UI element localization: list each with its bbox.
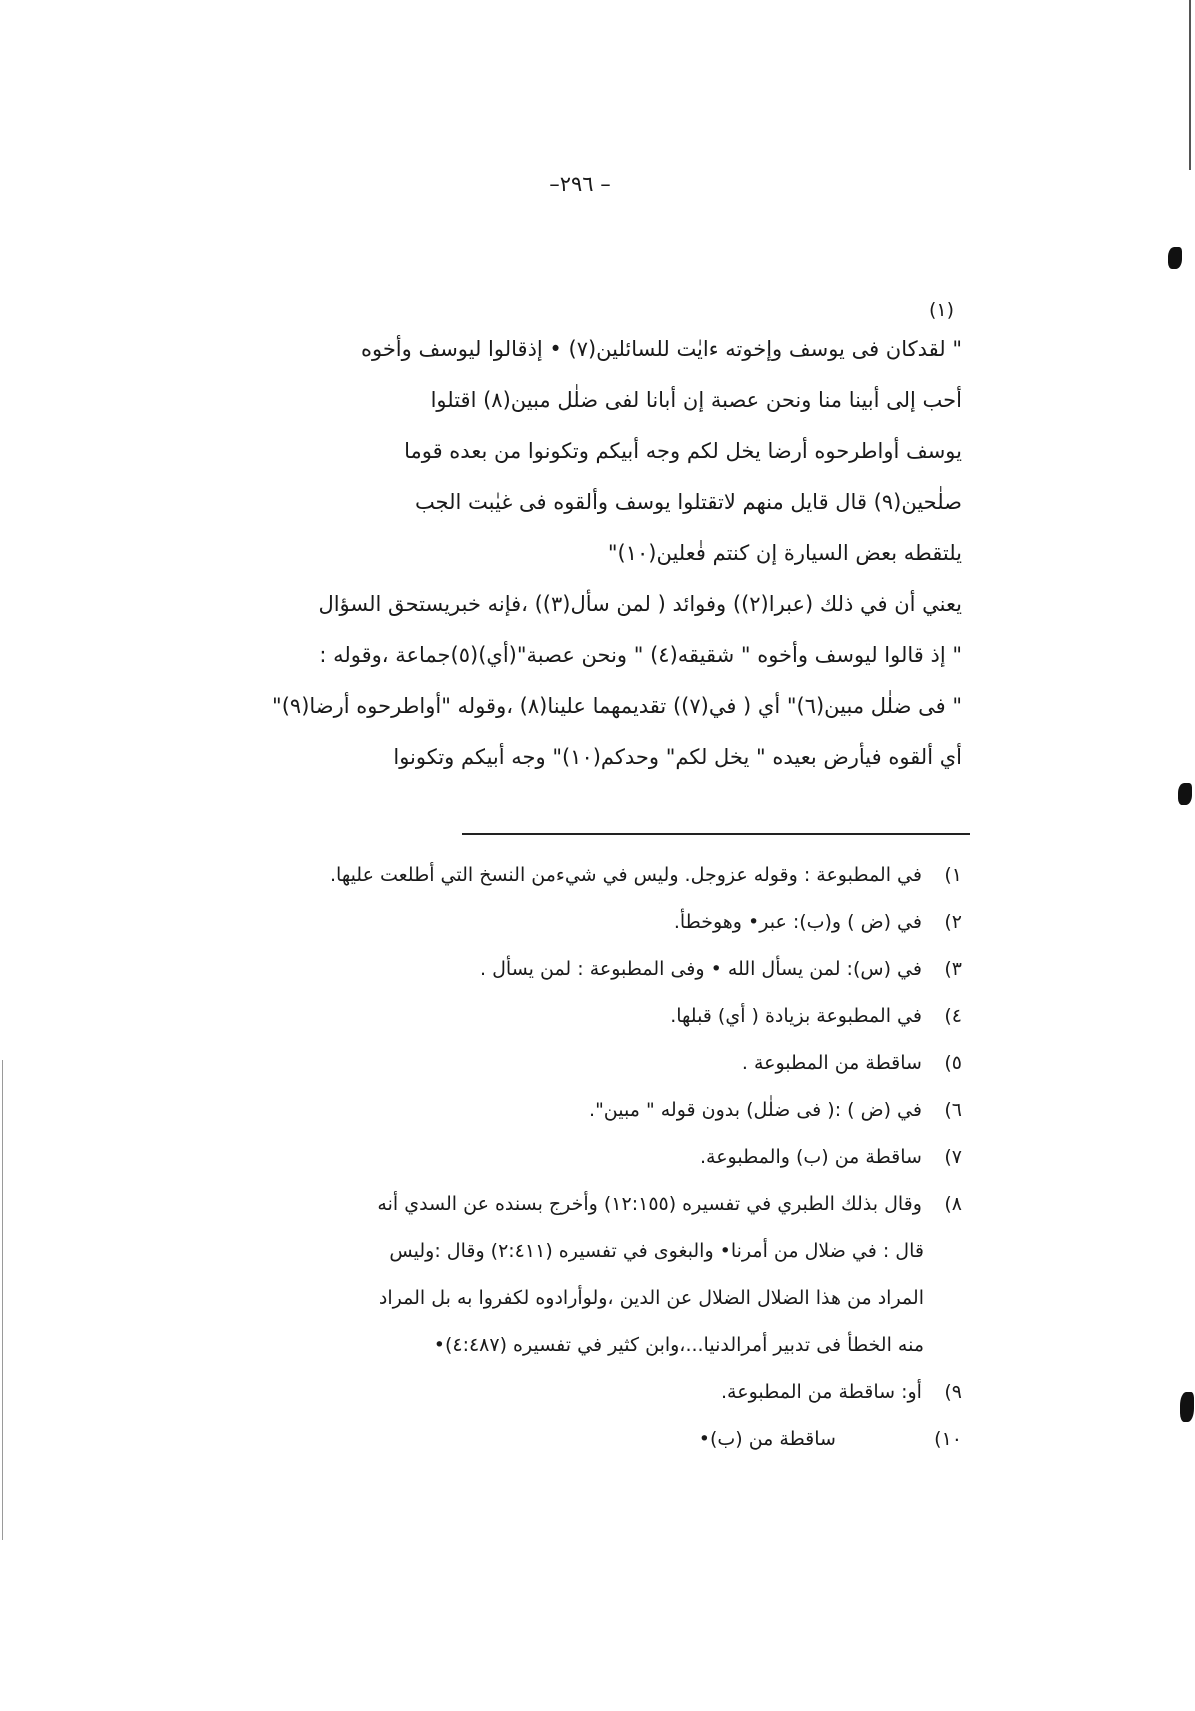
footnote-number: ٦) bbox=[944, 1099, 962, 1121]
text-line: " إذ قالوا ليوسف وأخوه " شقيقه(٤) " ونحن عصبة"(أي)(٥)جماعة ،وقوله : bbox=[319, 643, 962, 667]
footnote-number: ١٠) bbox=[934, 1428, 962, 1450]
verse-footnote-marker: (١) bbox=[928, 299, 954, 321]
footnote-text: منه الخطأ فى تدبير أمرالدنيا...،وابن كثير في تفسيره (٤:٤٨٧)• bbox=[433, 1334, 924, 1356]
text-line: يعني أن في ذلك (عبرا(٢)) وفوائد ( لمن سأل(٣)) ،فإنه خبريستحق السؤال bbox=[318, 592, 962, 616]
footnote-text: في (س): لمن يسأل الله • وفى المطبوعة : لمن يسأل . bbox=[480, 958, 922, 980]
footnote-text: ساقطة من (ب) والمطبوعة. bbox=[699, 1146, 922, 1168]
text-line: أحب إلى أبينا منا ونحن عصبة إن أبانا لفى ضلٰل مبين(٨) اقتلوا bbox=[430, 388, 962, 412]
punch-hole-mark bbox=[1168, 247, 1182, 269]
footnote-number: ٣) bbox=[944, 958, 962, 980]
text-line: " لقدكان فى يوسف وإخوته ءايٰت للسائلين(٧) • إذقالوا ليوسف وأخوه bbox=[360, 337, 962, 361]
footnote bbox=[90, 993, 962, 1040]
text-line: صلٰحين(٩) قال قايل منهم لاتقتلوا يوسف وألقوه فى غيٰبت الجب bbox=[414, 490, 962, 514]
footnote-text: في (ض ) و(ب): عبر• وهوخطأ. bbox=[673, 911, 922, 933]
footnote-continuation bbox=[90, 1322, 962, 1369]
footnote-number: ٧) bbox=[944, 1146, 962, 1168]
footnotes bbox=[90, 852, 962, 1463]
footnote bbox=[90, 1181, 962, 1228]
footnote-number: ٢) bbox=[944, 911, 962, 933]
punch-hole-mark bbox=[1178, 783, 1192, 805]
footnote-number: ٩) bbox=[944, 1381, 962, 1403]
footnote-number: ١) bbox=[944, 864, 962, 886]
footnote bbox=[90, 946, 962, 993]
footnote bbox=[90, 1087, 962, 1134]
footnote-text: المراد من هذا الضلال الضلال عن الدين ،ولوأرادوه لكفروا به بل المراد bbox=[378, 1287, 924, 1309]
footnote-text: في المطبوعة : وقوله عزوجل. وليس في شيءمن النسخ التي أطلعت عليها. bbox=[329, 864, 922, 886]
footnote bbox=[90, 899, 962, 946]
main-text-block bbox=[90, 296, 962, 783]
footnote-divider bbox=[462, 833, 970, 835]
footnote-text: ساقطة من المطبوعة . bbox=[741, 1052, 922, 1074]
scan-margin-line bbox=[2, 1060, 3, 1540]
footnote-number: ٤) bbox=[944, 1005, 962, 1027]
text-line: يلتقطه بعض السيارة إن كنتم فٰعلين(١٠)" bbox=[607, 541, 962, 565]
footnote-number: ٨) bbox=[944, 1193, 962, 1215]
footnote-continuation bbox=[90, 1228, 962, 1275]
footnote-number: ٥) bbox=[944, 1052, 962, 1074]
footnote-text: وقال بذلك الطبري في تفسيره (١٢:١٥٥) وأخرج بسنده عن السدي أنه bbox=[377, 1193, 922, 1215]
footnote-text: في (ض ) :( فى ضلٰل) بدون قوله " مبين". bbox=[589, 1099, 922, 1121]
footnote-text: ساقطة من (ب)• bbox=[698, 1428, 836, 1450]
text-line: يوسف أواطرحوه أرضا يخل لكم وجه أبيكم وتكونوا من بعده قوما bbox=[404, 439, 962, 463]
footnote bbox=[90, 1369, 962, 1416]
punch-hole-mark bbox=[1180, 1392, 1194, 1422]
footnote bbox=[90, 1040, 962, 1087]
page-edge-line bbox=[1189, 0, 1191, 170]
footnote-text: أو: ساقطة من المطبوعة. bbox=[721, 1381, 922, 1403]
footnote bbox=[90, 1134, 962, 1181]
text-line: أي ألقوه فيأرض بعيده " يخل لكم" وحدكم(١٠)" وجه أبيكم وتكونوا bbox=[393, 745, 962, 769]
footnote-continuation bbox=[90, 1275, 962, 1322]
footnote-text: قال : في ضلال من أمرنا• والبغوى في تفسيره (٢:٤١١) وقال :وليس bbox=[389, 1240, 924, 1262]
footnote bbox=[90, 1416, 962, 1463]
footnote bbox=[90, 852, 962, 899]
page-number: –٢٩٦ – bbox=[549, 172, 611, 196]
text-line: " فى ضلٰل مبين(٦)" أي ( في(٧)) تقديمهما علينا(٨) ،وقوله "أواطرحوه أرضا(٩)" bbox=[272, 694, 962, 718]
footnote-text: في المطبوعة بزيادة ( أي) قبلها. bbox=[670, 1005, 922, 1027]
